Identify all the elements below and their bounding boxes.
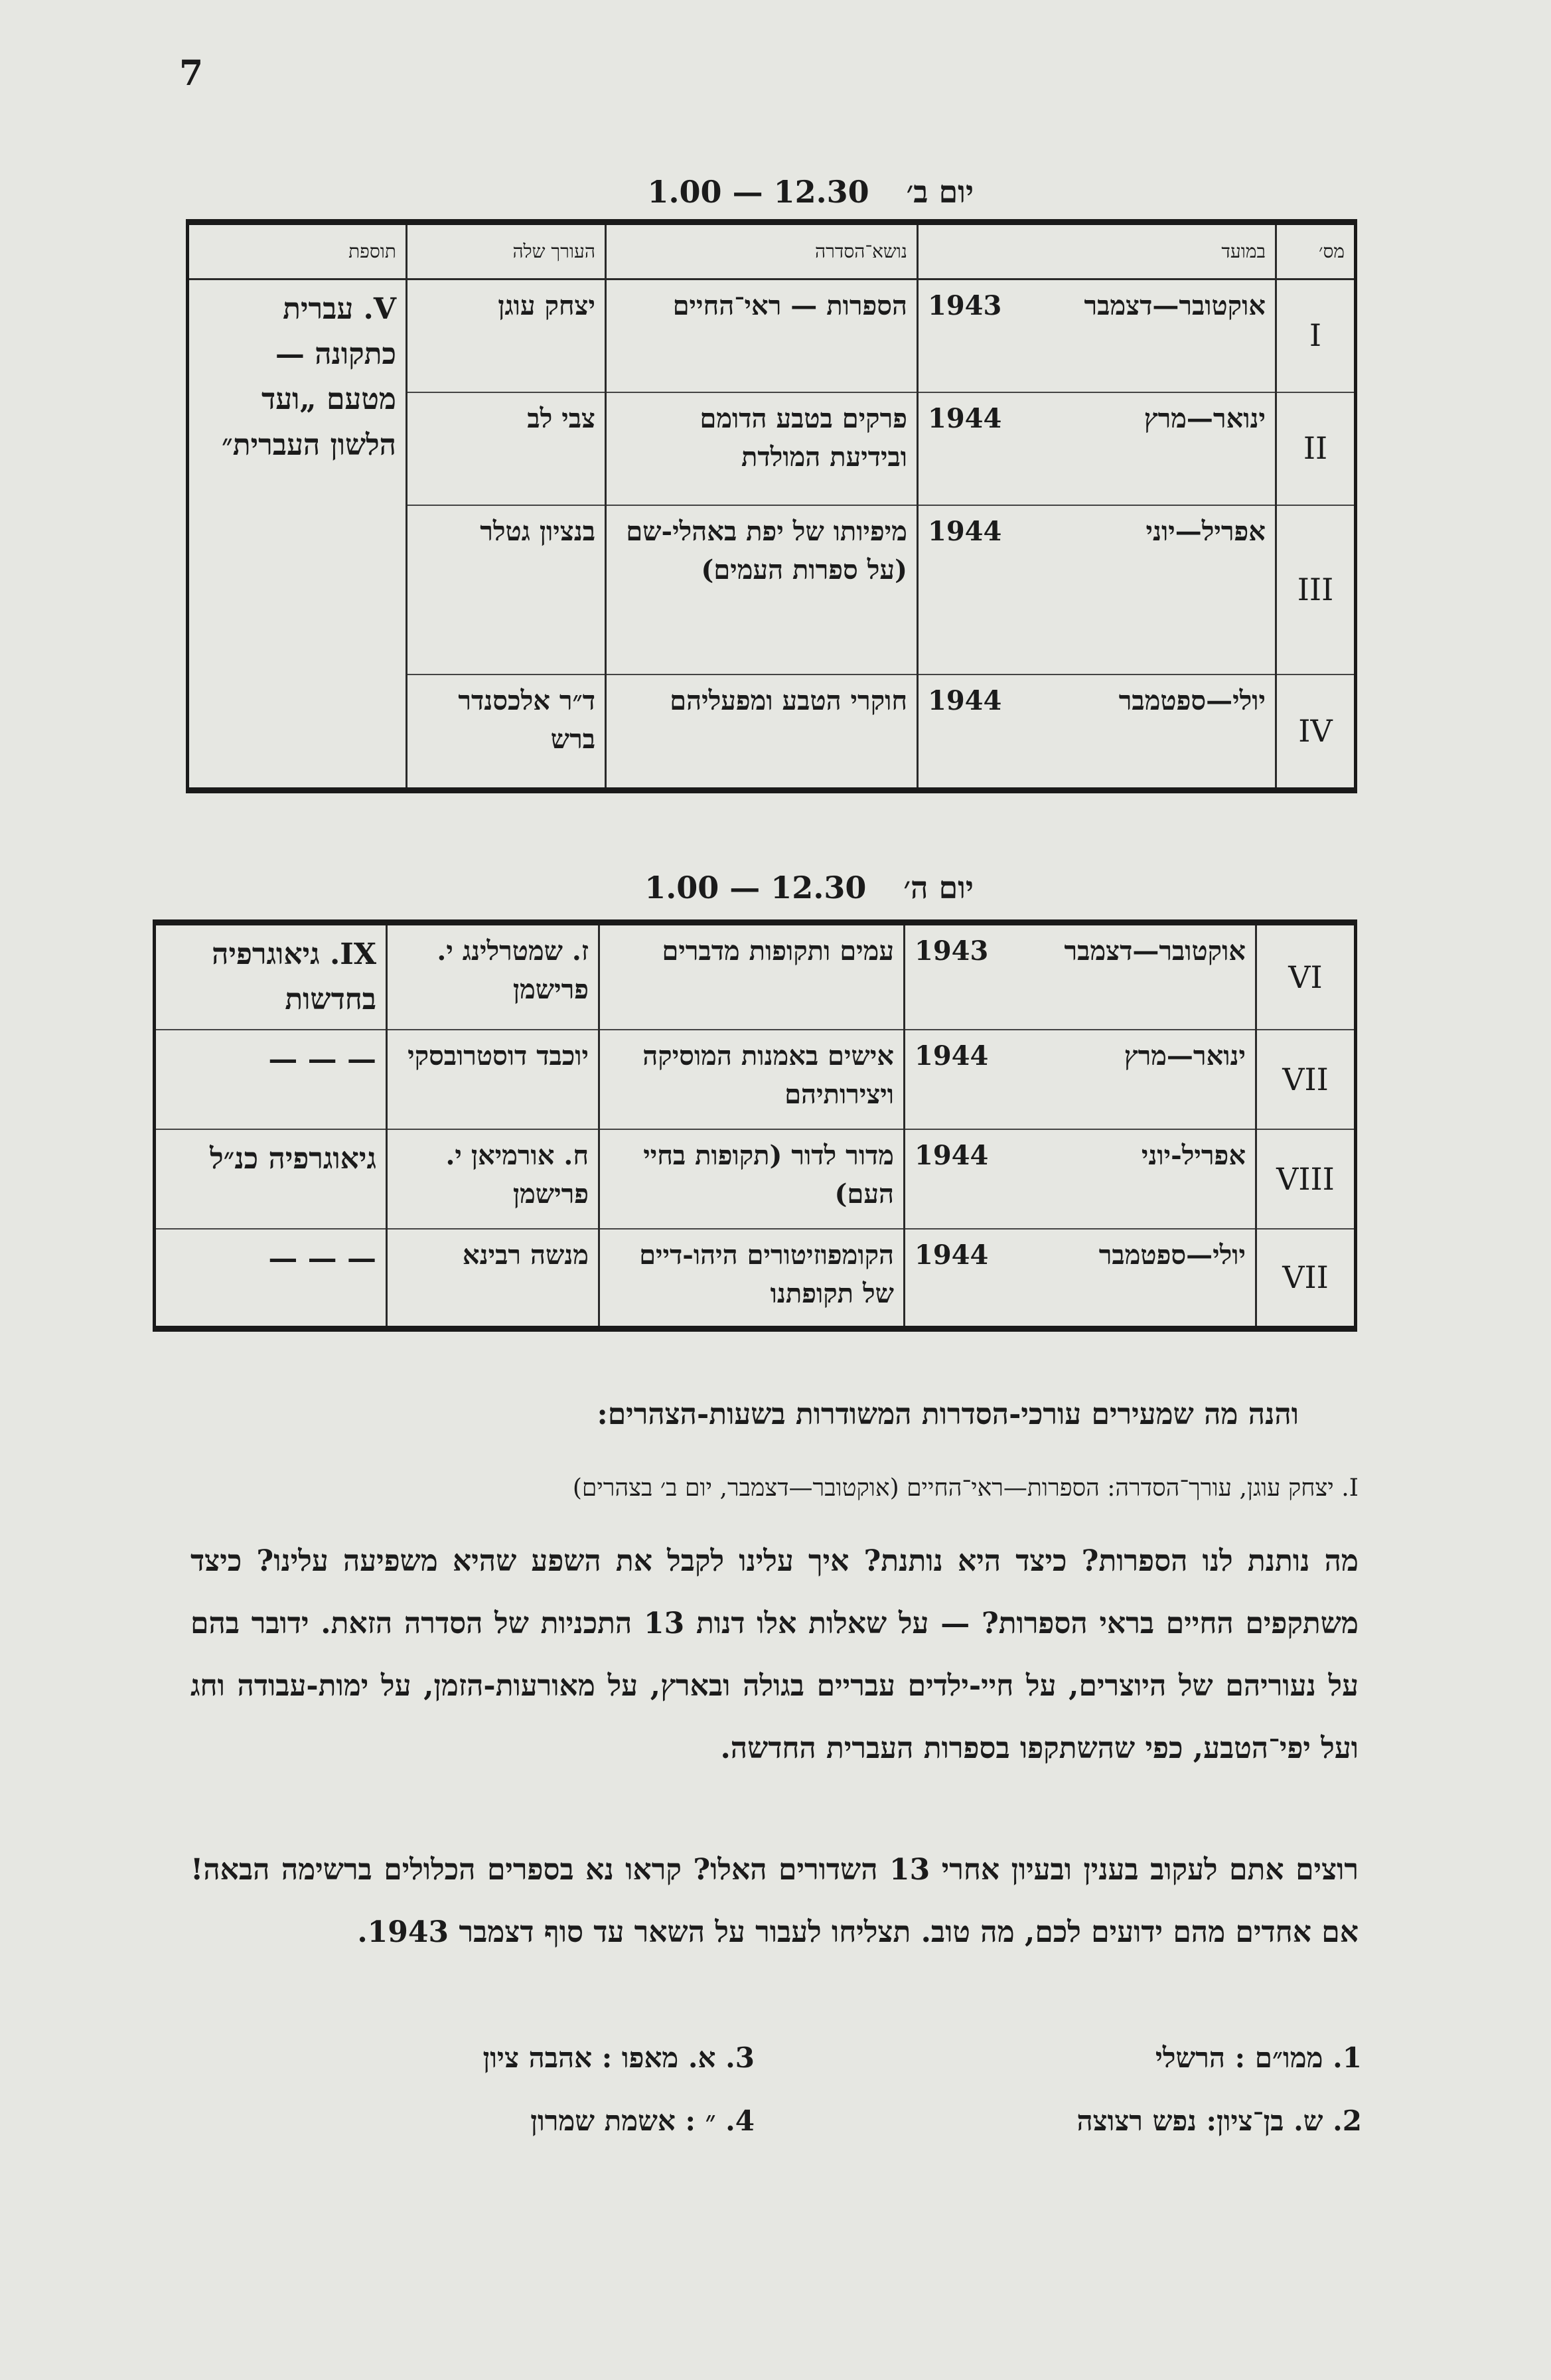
- row-editor: ח. אורמיאן י. פרישמן: [387, 1129, 599, 1229]
- intro-heading: והנה מה שמעירים עורכי-הסדרות המשודרות בשעות-הצהרים:: [597, 1397, 1299, 1431]
- row-num: IV: [1276, 674, 1356, 791]
- book-list-item: 2. ש. בן־ציון: נפש רצוצה: [1076, 2104, 1362, 2137]
- session-2-heading: [644, 870, 974, 906]
- row-topic: הספרות — ראי־החיים: [606, 279, 918, 392]
- table-row: [155, 1030, 1356, 1129]
- header-editor: העורך שלה: [407, 222, 606, 279]
- book-list-item: 4. ״ : אשמת שמרון: [530, 2104, 755, 2137]
- row-date: יולי—ספטמבר 1944: [905, 1229, 1256, 1328]
- row-editor: ז. שמטרלינג י. פרישמן: [387, 923, 599, 1030]
- row-num: VII: [1256, 1030, 1356, 1129]
- row-date: אפריל-יוני 1944: [905, 1129, 1256, 1229]
- row-topic: מיפיותו של יפת באהלי-שם (על ספרות העמים): [606, 505, 918, 674]
- session-2-time: 1.00 — 12.30: [644, 870, 867, 906]
- table-row: [155, 923, 1356, 1030]
- row-date: ינואר—מרץ 1944: [905, 1030, 1256, 1129]
- row-date: ינואר—מרץ 1944: [918, 392, 1276, 505]
- row-date: אוקטובר—דצמבר 1943: [905, 923, 1256, 1030]
- book-list-item: 1. ממו״ם : הרשלי: [1155, 2041, 1362, 2074]
- item-1-title: I. יצחק עוגן, עורך־הסדרה: הספרות—ראי־החיים (אוקטובר—דצמבר, יום ב׳ בצהרים): [572, 1474, 1359, 1502]
- page-number: 7: [179, 53, 204, 94]
- row-num: VII: [1256, 1229, 1356, 1328]
- row-date: אפריל—יוני 1944: [918, 505, 1276, 674]
- row-num: I: [1276, 279, 1356, 392]
- row-editor: ד״ר אלכסנדר ברש: [407, 674, 606, 791]
- row-topic: עמים ותקופות מדברים: [599, 923, 905, 1030]
- session-1-heading: [648, 174, 974, 210]
- schedule-table-2: [153, 919, 1357, 1332]
- table-header-row: [188, 222, 1356, 279]
- session-1-day: יום ב׳: [906, 174, 974, 210]
- paragraph-1: מה נותנת לנו הספרות? כיצד היא נותנת? איך עלינו לקבל את השפע שהיא משפיעה עלינו? כיצד משתקפים החיים בראי הספרות? — על שאלות אלו דנות 13 התכניות של הסדרה הזאת. ידובר בהם על נעוריהם של היוצרים, על חיי-ילדים עבריים בגולה ובארץ, על מאורעות-הזמן, על ימות-עבודה וחג ועל יפי־הטבע, כפי שהשתקפו בספרות העברית החדשה.: [190, 1544, 1359, 1765]
- book-list-item: 3. א. מאפו : אהבה ציון: [482, 2041, 755, 2074]
- row-editor: צבי לב: [407, 392, 606, 505]
- row-editor: יוכבד דוסטרובסקי: [387, 1030, 599, 1129]
- table-row: [155, 1229, 1356, 1328]
- row-editor: בנציון גטלר: [407, 505, 606, 674]
- row-extra: — — —: [155, 1229, 387, 1328]
- row-topic: הקומפוזיטורים היהו-דיים של תקופתנו: [599, 1229, 905, 1328]
- header-date: במועד: [918, 222, 1276, 279]
- row-topic: פרקים בטבע הדומם ובידיעת המולדת: [606, 392, 918, 505]
- row-date: יולי—ספטמבר 1944: [918, 674, 1276, 791]
- row-editor: מנשה רבינא: [387, 1229, 599, 1328]
- row-date: אוקטובר—דצמבר 1943: [918, 279, 1276, 392]
- row-editor: יצחק עוגן: [407, 279, 606, 392]
- header-topic: נושא־הסדרה: [606, 222, 918, 279]
- row-extra: גיאוגרפיה כנ״ל: [155, 1129, 387, 1229]
- header-num: מס׳: [1276, 222, 1356, 279]
- row-num: III: [1276, 505, 1356, 674]
- row-num: II: [1276, 392, 1356, 505]
- row-extra: IX. גיאוגרפיה בחדשות: [155, 923, 387, 1030]
- header-extra: תוספת: [188, 222, 407, 279]
- session-2-day: יום ה׳: [903, 870, 974, 906]
- table-row: [188, 279, 1356, 392]
- row-extra: V. עברית כתקונה — מטעם „ועד הלשון העברית״: [188, 279, 407, 791]
- row-topic: אישים באמנות המוסיקה ויצירותיהם: [599, 1030, 905, 1129]
- row-num: VI: [1256, 923, 1356, 1030]
- row-topic: מדור לדור (תקופות בחיי העם): [599, 1129, 905, 1229]
- table-row: [155, 1129, 1356, 1229]
- row-num: VIII: [1256, 1129, 1356, 1229]
- session-1-time: 1.00 — 12.30: [647, 174, 869, 210]
- row-topic: חוקרי הטבע ומפעליהם: [606, 674, 918, 791]
- row-extra: — — —: [155, 1030, 387, 1129]
- schedule-table-1: [186, 219, 1357, 793]
- paragraph-2: רוצים אתם לעקוב בענין ובעיון אחרי 13 השדורים האלו? קראו נא בספרים הכלולים ברשימה הבאה! אם אחדים מהם ידועים לכם, מה טוב. תצליחו לעבור על השאר עד סוף דצמבר 1943.: [190, 1853, 1359, 1949]
